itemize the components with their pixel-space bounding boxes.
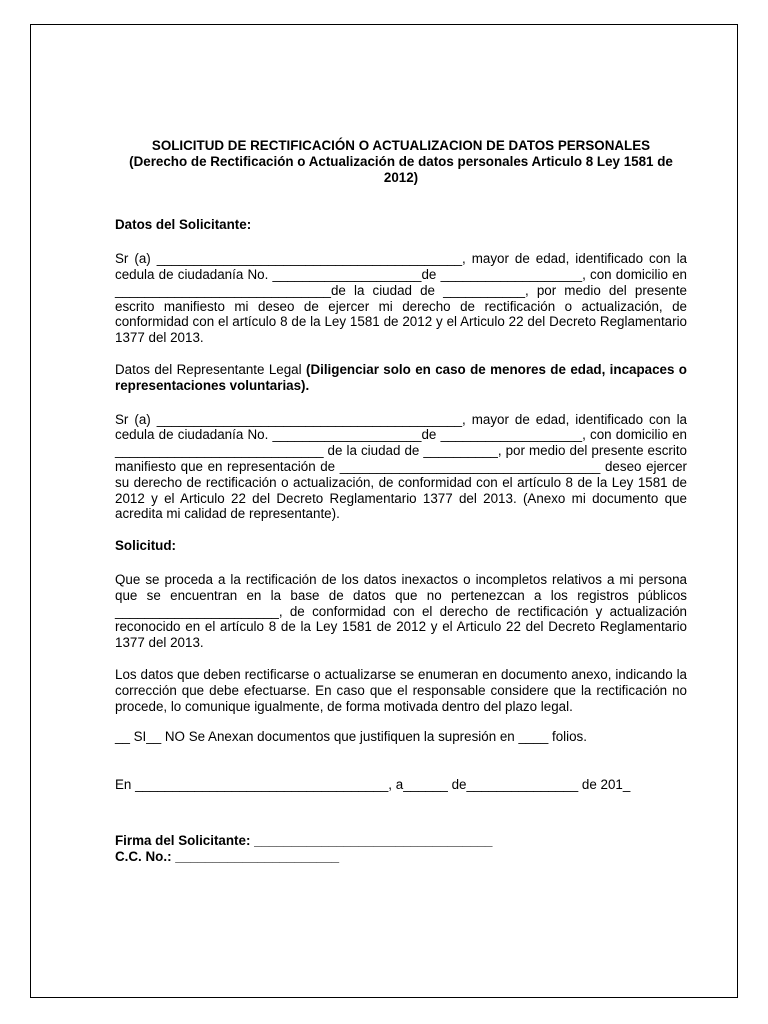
request-paragraph-1: Que se proceda a la rectificación de los datos inexactos o incompletos relativos a mi persona que se encuentran en la base de datos que no pertenezcan a los registros públicos ______________________, de conformidad con el derecho de rectificación y actualización reconocido en el artículo 8 de la Ley 1581 de 2012 y el Articulo 22 del Decreto Reglamentario 1377 del 2013. <box>115 571 687 651</box>
cc-label: C.C. No.: <box>115 848 176 864</box>
cc-line <box>115 849 687 865</box>
request-paragraph-2: Los datos que deben rectificarse o actualizarse se enumeran en documento anexo, indicando la corrección que debe efectuarse. En caso que el responsable considere que la rectificación no procede, lo comunique igualmente, de forma motivada dentro del plazo legal. <box>115 666 687 714</box>
document-page <box>30 24 738 998</box>
signature-blank: ________________________________ <box>254 832 493 848</box>
place-date-line: En __________________________________, a______ de_______________ de 201_ <box>115 777 631 793</box>
representative-heading-bold: (Diligenciar solo en caso de menores de edad, incapaces o representaciones voluntarias). <box>115 361 687 393</box>
applicant-paragraph: Sr (a) _________________________________________, mayor de edad, identificado con la cedula de ciudadanía No. ____________________de ___________________, con domicilio en _____________________________de la ciudad de ___________, por medio del presente escrito manifiesto mi deseo de ejercer mi derecho de rectificación o actualización, de conformidad con el artículo 8 de la Ley 1581 de 2012 y el Articulo 22 del Decreto Reglamentario 1377 del 2013. <box>115 251 687 346</box>
signature-line <box>115 833 687 849</box>
representative-heading <box>115 362 687 394</box>
signature-label: Firma del Solicitante: <box>115 832 255 848</box>
annex-line: __ SI__ NO Se Anexan documentos que justifiquen la supresión en ____ folios. <box>115 729 587 745</box>
cc-blank: ______________________ <box>175 848 340 864</box>
representative-paragraph: Sr (a) _________________________________________, mayor de edad, identificado con la cedula de ciudadanía No. ____________________de ___________________, con domicilio en ____________________________ de la ciudad de __________, por medio del presente escrito manifiesto que en representación de ___________________________________ deseo ejercer su derecho de rectificación o actualización, de conformidad con el artículo 8 de la Ley 1581 de 2012 y el Articulo 22 del Decreto Reglamentario 1377 del 2013. (Anexo mi documento que acredita mi calidad de representante). <box>115 411 687 522</box>
request-heading: Solicitud: <box>115 538 176 554</box>
representative-heading-normal: Datos del Representante Legal <box>115 361 306 377</box>
document-content <box>115 138 687 865</box>
document-title: SOLICITUD DE RECTIFICACIÓN O ACTUALIZACION DE DATOS PERSONALES <box>151 138 651 153</box>
applicant-heading: Datos del Solicitante: <box>115 217 252 233</box>
document-subtitle: (Derecho de Rectificación o Actualización de datos personales Articulo 8 Ley 1581 de 2012) <box>129 153 673 185</box>
